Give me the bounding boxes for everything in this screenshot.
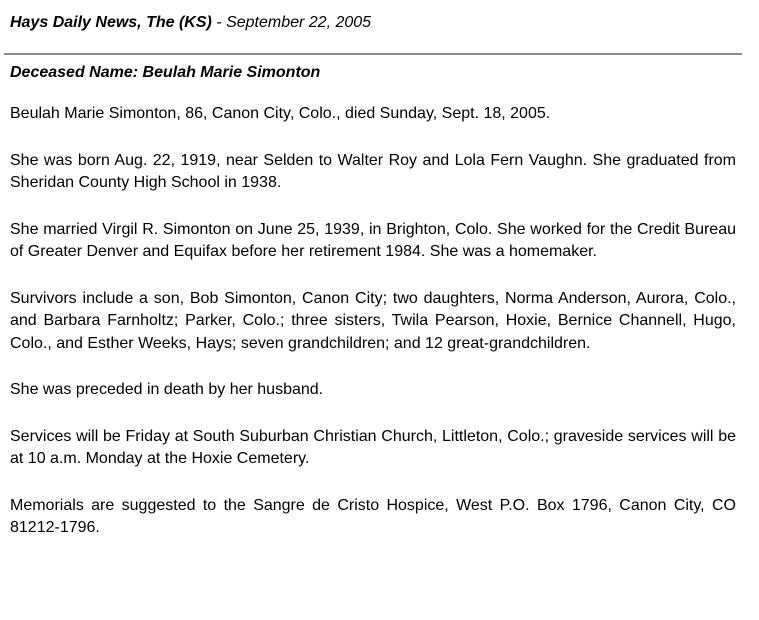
publication-date: September 22, 2005 <box>226 14 372 31</box>
publication-name: Hays Daily News, The (KS) <box>10 14 212 31</box>
obituary-paragraph-memorials: Memorials are suggested to the Sangre de Cristo Hospice, West P.O. Box 1796, Canon City, CO 81212-1796. <box>10 496 736 536</box>
deceased-name-heading: Deceased Name: Beulah Marie Simonton <box>10 64 321 81</box>
obituary-paragraph-marriage: She married Virgil R. Simonton on June 25, 1939, in Brighton, Colo. She worked for the Credit Bureau of Greater Denver and Equifax before her retirement 1984. She was a homemaker. <box>10 220 736 260</box>
obituary-paragraph-survivors: Survivors include a son, Bob Simonton, Canon City; two daughters, Norma Anderson, Aurora, Colo., and Barbara Farnholtz; Parker, Colo.; three sisters, Twila Pearson, Hoxie, Bernice Channell, Hugo, Colo., and Esther Weeks, Hays; seven grandchildren; and 12 great-grandchildren. <box>10 289 736 352</box>
header-divider <box>4 53 742 55</box>
obituary-paragraph-birth: She was born Aug. 22, 1919, near Selden to Walter Roy and Lola Fern Vaughn. She graduated from Sheridan County High School in 1938. <box>10 151 736 191</box>
obituary-paragraph-preceded: She was preceded in death by her husband. <box>10 381 324 398</box>
obituary-body <box>10 103 736 540</box>
obituary-paragraph-services: Services will be Friday at South Suburban Christian Church, Littleton, Colo.; graveside services will be at 10 a.m. Monday at the Hoxie Cemetery. <box>10 427 736 467</box>
header-separator: - <box>211 14 227 31</box>
article-header <box>10 14 371 32</box>
obituary-paragraph-death: Beulah Marie Simonton, 86, Canon City, Colo., died Sunday, Sept. 18, 2005. <box>10 105 551 122</box>
